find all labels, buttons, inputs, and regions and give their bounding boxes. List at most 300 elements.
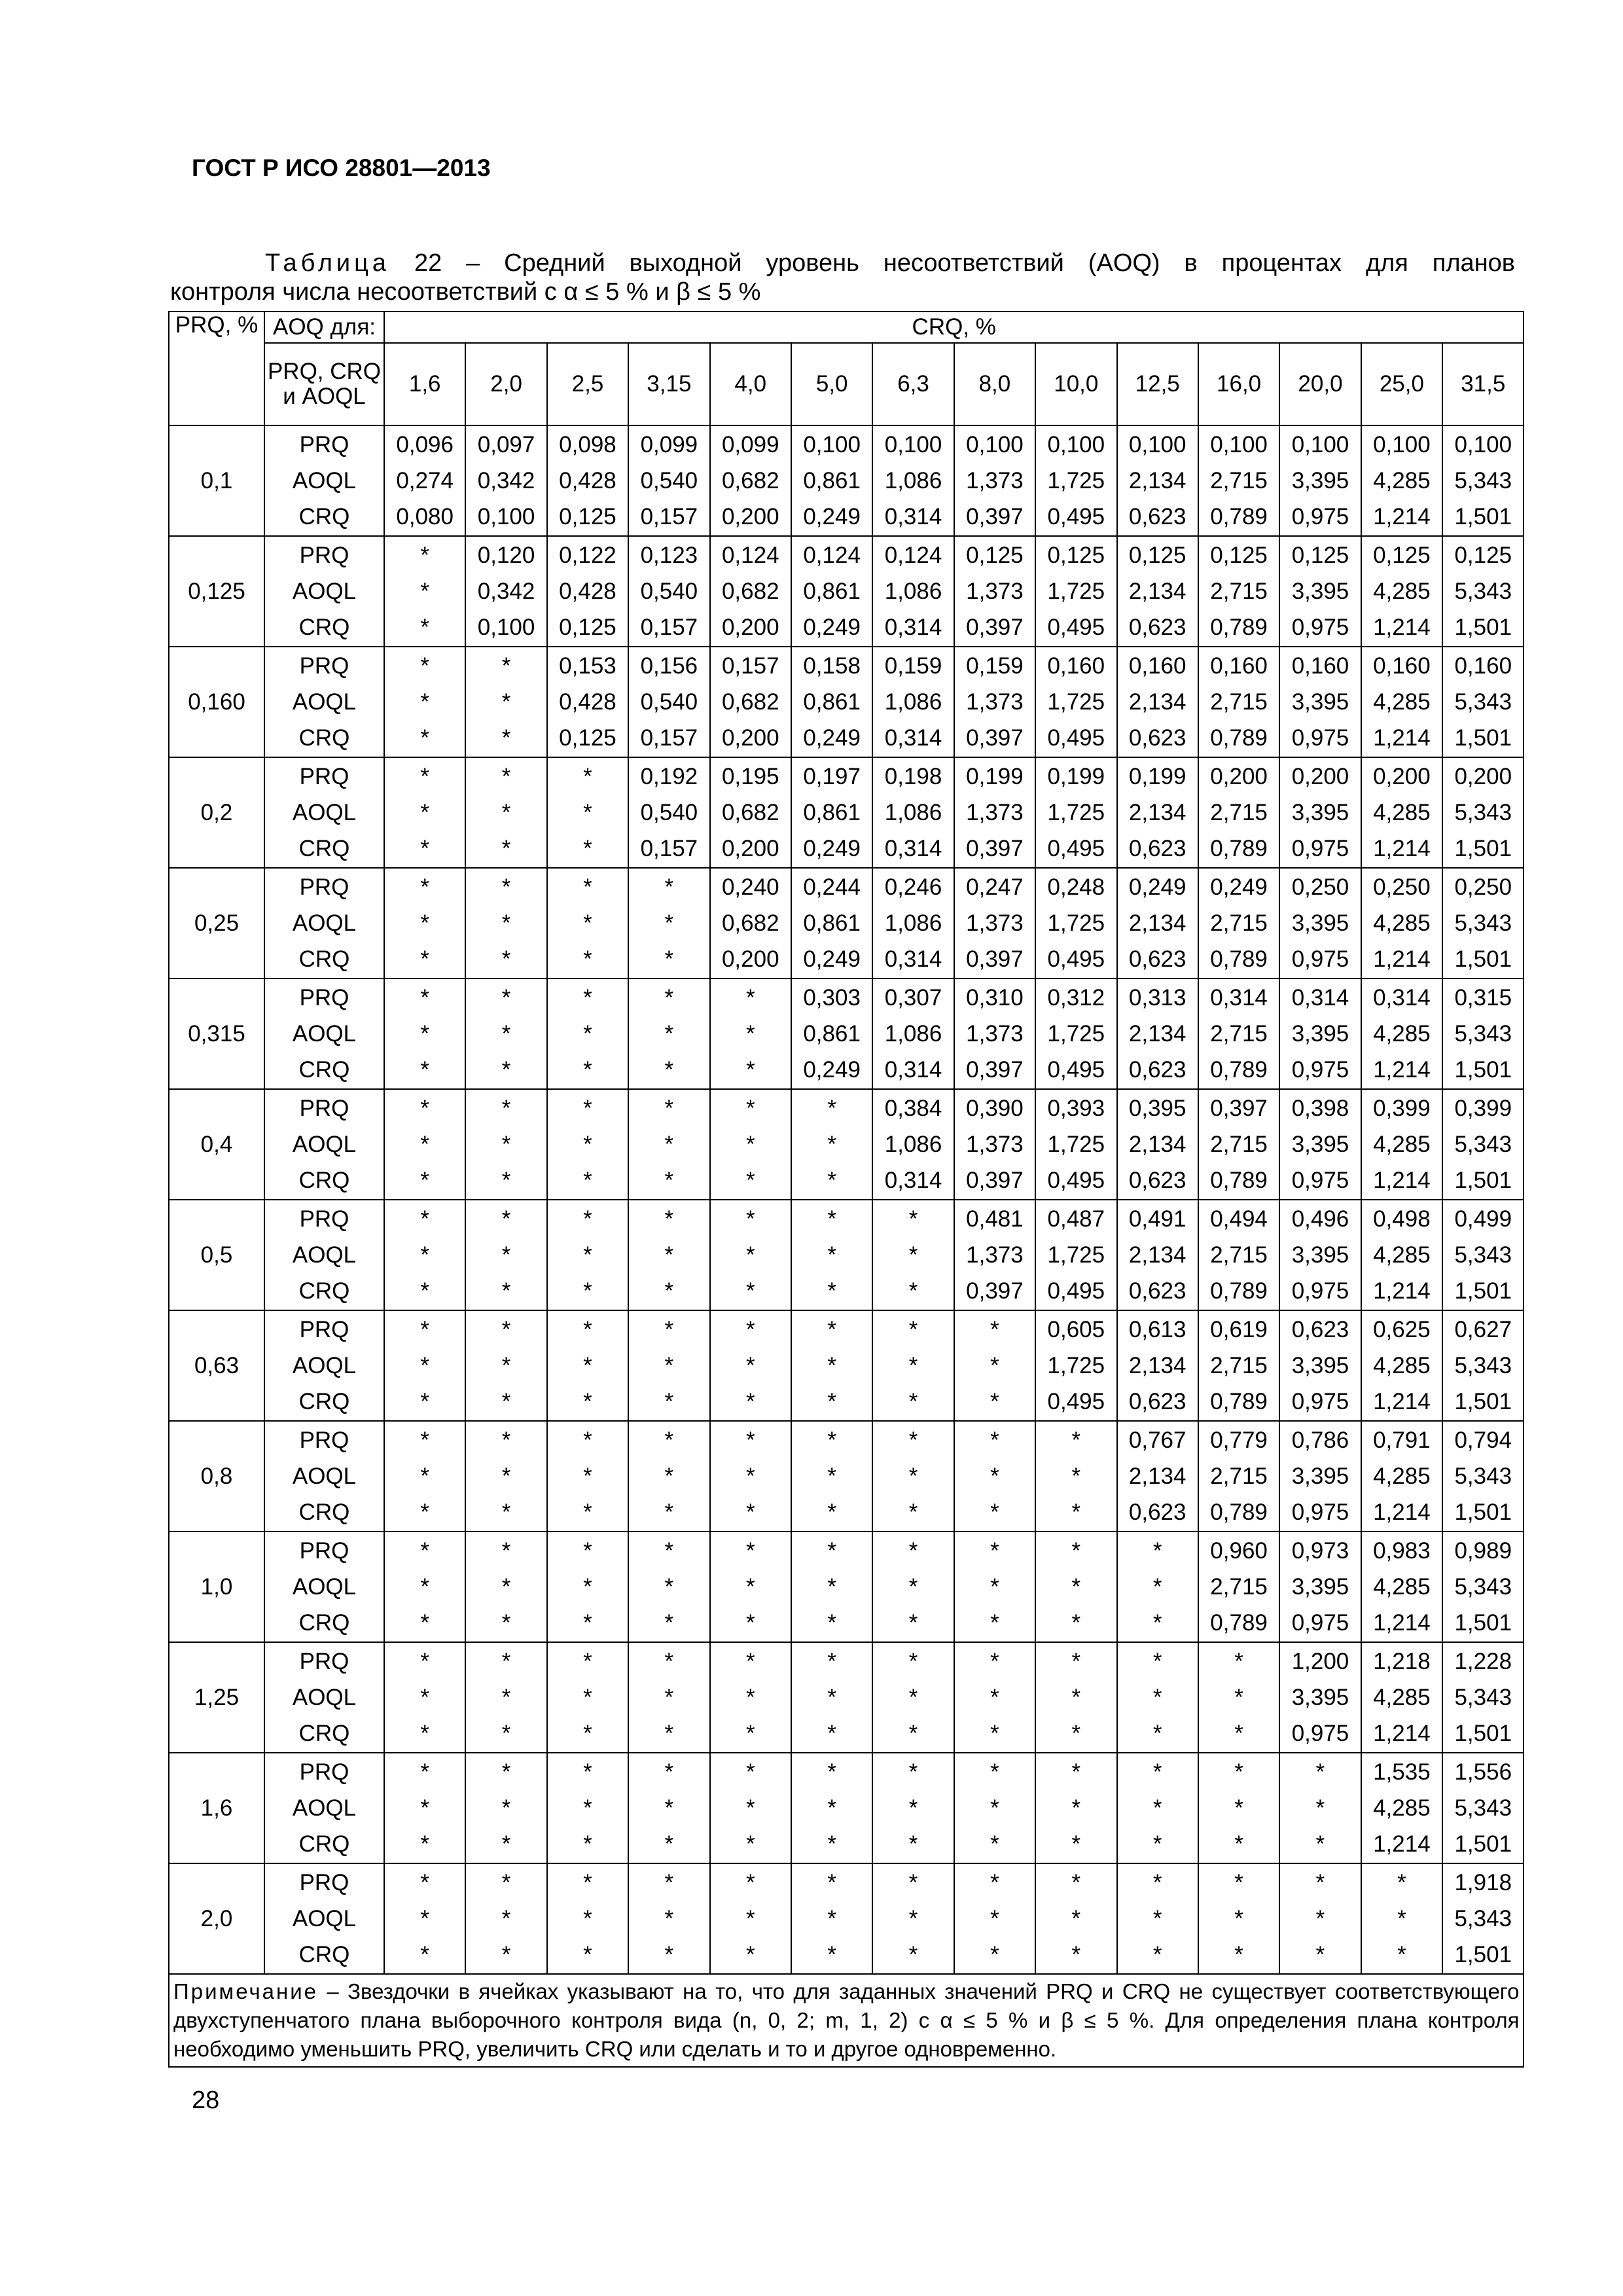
- table-value: *: [501, 836, 511, 861]
- table-value: 1,214: [1373, 946, 1431, 972]
- value-cell: [710, 1532, 791, 1642]
- table-value: 0,157: [640, 836, 698, 861]
- table-value: *: [1071, 1427, 1081, 1453]
- crq-header-2: 2,0: [465, 343, 546, 425]
- value-cell: [1198, 1642, 1279, 1753]
- table-value: 0,100: [477, 504, 535, 529]
- row-label: PRQ: [299, 1538, 349, 1564]
- table-value: *: [420, 985, 429, 1011]
- table-value: 0,623: [1291, 1317, 1349, 1342]
- table-value: *: [501, 1132, 511, 1157]
- value-cell: [1035, 1310, 1116, 1421]
- value-cell: [465, 1421, 546, 1532]
- table-value: *: [664, 1278, 674, 1304]
- table-value: 1,725: [1047, 468, 1105, 493]
- table-value: 1,214: [1373, 1721, 1431, 1746]
- table-value: 1,086: [884, 579, 942, 604]
- table-value: *: [664, 1759, 674, 1785]
- row-label: CRQ: [298, 1721, 350, 1746]
- table-value: *: [990, 1427, 999, 1453]
- table-value: *: [420, 1021, 429, 1047]
- table-value: 5,343: [1454, 1795, 1512, 1821]
- table-value: 0,623: [1128, 725, 1186, 751]
- table-value: 0,767: [1128, 1427, 1186, 1453]
- table-value: *: [1234, 1685, 1243, 1710]
- table-value: *: [745, 1278, 755, 1304]
- table-value: 3,395: [1291, 1685, 1349, 1710]
- value-cell: [384, 536, 465, 647]
- table-value: 0,125: [559, 504, 616, 529]
- table-value: 1,501: [1454, 504, 1512, 529]
- value-cell: [384, 1753, 465, 1863]
- row-label: PRQ: [299, 1759, 349, 1785]
- table-value: 0,789: [1210, 946, 1268, 972]
- value-cell: [1035, 1089, 1116, 1200]
- table-value: 0,682: [721, 689, 779, 715]
- table-value: *: [827, 1353, 836, 1378]
- table-value: *: [1071, 1759, 1081, 1785]
- table-value: 0,789: [1210, 836, 1268, 861]
- table-value: *: [664, 1574, 674, 1600]
- table-value: 1,214: [1373, 836, 1431, 861]
- prq-value: 1,6: [169, 1753, 264, 1863]
- table-value: *: [908, 1538, 918, 1564]
- table-value: 0,160: [1210, 653, 1268, 679]
- table-value: 1,214: [1373, 615, 1431, 640]
- value-cell: [1279, 1089, 1361, 1200]
- table-value: *: [420, 1278, 429, 1304]
- value-cell: [384, 1089, 465, 1200]
- value-cell: [1279, 1642, 1361, 1753]
- table-value: *: [908, 1870, 918, 1895]
- table-value: 1,214: [1373, 1831, 1431, 1857]
- table-value: *: [664, 1168, 674, 1193]
- table-value: *: [664, 1685, 674, 1710]
- prq-value: 0,1: [169, 425, 264, 536]
- value-cell: [628, 647, 709, 757]
- value-cell: [547, 757, 628, 868]
- table-value: 0,973: [1291, 1538, 1349, 1564]
- value-cell: [547, 647, 628, 757]
- table-value: *: [745, 1132, 755, 1157]
- table-value: 2,134: [1128, 1353, 1186, 1378]
- table-value: *: [420, 1353, 429, 1378]
- table-value: *: [908, 1795, 918, 1821]
- value-cell: [1035, 978, 1116, 1089]
- table-value: *: [420, 615, 429, 640]
- table-value: *: [990, 1574, 999, 1600]
- table-value: 1,373: [966, 1242, 1024, 1268]
- value-cell: [1442, 425, 1524, 536]
- table-value: 0,244: [803, 874, 861, 900]
- table-value: *: [1315, 1795, 1325, 1821]
- table-value: *: [1234, 1906, 1243, 1931]
- table-value: *: [583, 946, 592, 972]
- value-cell: [1198, 1089, 1279, 1200]
- table-value: 0,125: [1047, 543, 1105, 568]
- table-value: *: [583, 836, 592, 861]
- table-value: 0,623: [1128, 504, 1186, 529]
- table-value: *: [420, 1168, 429, 1193]
- row-labels: [264, 425, 384, 536]
- table-value: *: [420, 1538, 429, 1564]
- table-value: *: [664, 1206, 674, 1232]
- table-value: *: [420, 1870, 429, 1895]
- table-value: *: [1152, 1759, 1162, 1785]
- table-value: *: [908, 1463, 918, 1489]
- table-value: 4,285: [1373, 1242, 1431, 1268]
- table-value: 0,100: [884, 432, 942, 457]
- note-label: Примечание: [173, 1979, 319, 2003]
- table-value: 0,160: [1128, 653, 1186, 679]
- table-value: 0,313: [1128, 985, 1186, 1011]
- table-value: 0,390: [966, 1096, 1024, 1121]
- table-value: *: [501, 1427, 511, 1453]
- row-label: CRQ: [298, 836, 350, 861]
- row-label: CRQ: [298, 1831, 350, 1857]
- value-cell: [791, 757, 872, 868]
- value-cell: [465, 978, 546, 1089]
- table-value: 0,200: [1454, 764, 1512, 789]
- table-value: 0,125: [1291, 543, 1349, 568]
- table-value: *: [501, 764, 511, 789]
- table-value: 0,156: [640, 653, 698, 679]
- table-value: *: [664, 1538, 674, 1564]
- table-value: 1,501: [1454, 1057, 1512, 1083]
- crq-header-5: 4,0: [710, 343, 791, 425]
- table-value: *: [827, 1538, 836, 1564]
- table-value: *: [420, 874, 429, 900]
- table-value: *: [420, 1206, 429, 1232]
- value-cell: [1361, 1310, 1442, 1421]
- table-value: 0,314: [884, 1168, 942, 1193]
- table-value: 0,397: [966, 836, 1024, 861]
- table-value: *: [664, 1795, 674, 1821]
- table-value: 0,495: [1047, 504, 1105, 529]
- table-value: 5,343: [1454, 1021, 1512, 1047]
- table-value: 0,310: [966, 985, 1024, 1011]
- page-number: 28: [192, 2087, 220, 2114]
- value-cell: [384, 1532, 465, 1642]
- table-value: *: [908, 1278, 918, 1304]
- table-value: 0,100: [1047, 432, 1105, 457]
- table-value: *: [908, 1759, 918, 1785]
- value-cell: [1442, 978, 1524, 1089]
- table-value: 0,789: [1210, 1389, 1268, 1414]
- value-cell: [954, 425, 1035, 536]
- value-cell: [872, 1421, 954, 1532]
- table-value: *: [827, 1168, 836, 1193]
- table-value: *: [583, 1463, 592, 1489]
- table-value: 0,160: [1454, 653, 1512, 679]
- table-value: 0,397: [966, 725, 1024, 751]
- table-value: *: [420, 1057, 429, 1083]
- table-value: *: [583, 1942, 592, 1967]
- value-cell: [872, 868, 954, 978]
- table-value: *: [501, 1610, 511, 1636]
- table-value: 1,086: [884, 1132, 942, 1157]
- value-cell: [954, 1642, 1035, 1753]
- table-value: 3,395: [1291, 800, 1349, 825]
- table-value: *: [827, 1906, 836, 1931]
- row-label: CRQ: [298, 1278, 350, 1304]
- table-value: 1,086: [884, 689, 942, 715]
- value-cell: [1035, 1642, 1116, 1753]
- table-value: 2,134: [1128, 800, 1186, 825]
- value-cell: [710, 1642, 791, 1753]
- table-value: 0,097: [477, 432, 535, 457]
- table-value: 0,314: [884, 615, 942, 640]
- caption-line-1: [170, 249, 1515, 278]
- aoq-table: [168, 311, 1524, 2068]
- table-value: 3,395: [1291, 910, 1349, 936]
- table-value: 1,214: [1373, 725, 1431, 751]
- table-value: 0,249: [1210, 874, 1268, 900]
- table-value: 1,725: [1047, 1242, 1105, 1268]
- row-labels: [264, 536, 384, 647]
- table-value: *: [827, 1242, 836, 1268]
- table-value: 0,398: [1291, 1096, 1349, 1121]
- value-cell: [628, 536, 709, 647]
- value-cell: [710, 1310, 791, 1421]
- table-value: *: [664, 1870, 674, 1895]
- table-value: 0,399: [1454, 1096, 1512, 1121]
- table-value: 1,086: [884, 468, 942, 493]
- table-value: 0,124: [721, 543, 779, 568]
- value-cell: [1279, 1863, 1361, 1974]
- table-value: *: [908, 1610, 918, 1636]
- table-value: *: [990, 1649, 999, 1674]
- value-cell: [1279, 425, 1361, 536]
- table-value: *: [501, 1574, 511, 1600]
- row-label: AOQL: [292, 579, 357, 604]
- value-cell: [1442, 1863, 1524, 1974]
- value-cell: [547, 1200, 628, 1310]
- value-cell: [465, 1089, 546, 1200]
- table-value: 2,134: [1128, 1132, 1186, 1157]
- table-value: *: [501, 1242, 511, 1268]
- value-cell: [628, 868, 709, 978]
- table-body: [169, 425, 1524, 1974]
- value-cell: [1198, 1863, 1279, 1974]
- value-cell: [791, 1642, 872, 1753]
- table-value: 0,623: [1128, 615, 1186, 640]
- table-value: *: [745, 1168, 755, 1193]
- table-value: 0,125: [966, 543, 1024, 568]
- value-cell: [791, 1753, 872, 1863]
- table-value: *: [420, 1610, 429, 1636]
- value-cell: [710, 1200, 791, 1310]
- aoq-column-header: AOQ для:: [264, 312, 384, 343]
- table-value: 0,314: [1373, 985, 1431, 1011]
- table-value: 0,495: [1047, 1057, 1105, 1083]
- table-value: 0,125: [1373, 543, 1431, 568]
- value-cell: [465, 757, 546, 868]
- table-value: *: [1071, 1610, 1081, 1636]
- table-value: 1,373: [966, 579, 1024, 604]
- table-value: *: [745, 1906, 755, 1931]
- table-group-row: [169, 425, 1524, 536]
- value-cell: [710, 757, 791, 868]
- table-value: 0,491: [1128, 1206, 1186, 1232]
- value-cell: [628, 757, 709, 868]
- table-value: *: [1234, 1759, 1243, 1785]
- row-labels: [264, 1421, 384, 1532]
- table-value: *: [420, 1721, 429, 1746]
- value-cell: [791, 978, 872, 1089]
- prq-value: 0,63: [169, 1310, 264, 1421]
- table-value: 0,160: [1047, 653, 1105, 679]
- table-value: *: [583, 1132, 592, 1157]
- table-value: *: [990, 1685, 999, 1710]
- table-value: *: [583, 1168, 592, 1193]
- row-label: PRQ: [299, 1096, 349, 1121]
- value-cell: [465, 536, 546, 647]
- value-cell: [1361, 1753, 1442, 1863]
- table-value: 0,195: [721, 764, 779, 789]
- value-cell: [791, 1863, 872, 1974]
- table-value: 1,725: [1047, 1021, 1105, 1047]
- table-value: 0,200: [1210, 764, 1268, 789]
- table-value: 1,218: [1373, 1649, 1431, 1674]
- value-cell: [872, 757, 954, 868]
- value-cell: [1442, 647, 1524, 757]
- table-value: 1,725: [1047, 1353, 1105, 1378]
- value-cell: [791, 1532, 872, 1642]
- row-label: PRQ: [299, 653, 349, 679]
- table-value: 4,285: [1373, 1021, 1431, 1047]
- table-value: 0,100: [966, 432, 1024, 457]
- table-value: *: [583, 1574, 592, 1600]
- table-value: 1,373: [966, 689, 1024, 715]
- row-labels: [264, 647, 384, 757]
- table-value: 0,499: [1454, 1206, 1512, 1232]
- table-value: 0,613: [1128, 1317, 1186, 1342]
- table-value: 0,623: [1128, 1389, 1186, 1414]
- table-value: 0,540: [640, 689, 698, 715]
- table-value: *: [664, 1353, 674, 1378]
- table-value: *: [583, 1242, 592, 1268]
- table-value: *: [501, 1168, 511, 1193]
- table-value: 0,159: [966, 653, 1024, 679]
- table-value: 5,343: [1454, 1685, 1512, 1710]
- table-value: 5,343: [1454, 1463, 1512, 1489]
- value-cell: [465, 1753, 546, 1863]
- prq-value: 0,125: [169, 536, 264, 647]
- crq-header-14: 31,5: [1442, 343, 1524, 425]
- table-value: *: [1152, 1870, 1162, 1895]
- table-value: *: [420, 1795, 429, 1821]
- value-cell: [547, 425, 628, 536]
- table-value: 0,395: [1128, 1096, 1186, 1121]
- table-value: 0,314: [884, 504, 942, 529]
- table-value: *: [420, 1831, 429, 1857]
- value-cell: [1117, 1863, 1198, 1974]
- value-cell: [465, 1532, 546, 1642]
- value-cell: [1198, 647, 1279, 757]
- table-value: 3,395: [1291, 1132, 1349, 1157]
- value-cell: [1279, 1753, 1361, 1863]
- value-cell: [872, 536, 954, 647]
- prq-column-header: PRQ, %: [169, 312, 264, 425]
- table-value: 2,715: [1210, 910, 1268, 936]
- table-value: *: [1071, 1721, 1081, 1746]
- table-value: *: [664, 985, 674, 1011]
- table-value: 0,975: [1291, 1168, 1349, 1193]
- table-value: 4,285: [1373, 1353, 1431, 1378]
- table-value: 0,789: [1210, 1057, 1268, 1083]
- table-value: 1,725: [1047, 910, 1105, 936]
- value-cell: [710, 647, 791, 757]
- value-cell: [384, 425, 465, 536]
- value-cell: [384, 647, 465, 757]
- value-cell: [954, 868, 1035, 978]
- table-value: 4,285: [1373, 1463, 1431, 1489]
- value-cell: [628, 1753, 709, 1863]
- table-value: *: [501, 689, 511, 715]
- crq-header-7: 6,3: [872, 343, 954, 425]
- table-value: *: [1071, 1870, 1081, 1895]
- value-cell: [628, 1089, 709, 1200]
- table-value: 0,397: [1210, 1096, 1268, 1121]
- table-value: *: [745, 985, 755, 1011]
- value-cell: [547, 868, 628, 978]
- table-value: 0,487: [1047, 1206, 1105, 1232]
- table-value: 2,134: [1128, 689, 1186, 715]
- table-value: *: [664, 1317, 674, 1342]
- value-cell: [954, 536, 1035, 647]
- table-value: *: [827, 1427, 836, 1453]
- table-value: 1,214: [1373, 1499, 1431, 1525]
- table-value: *: [745, 1721, 755, 1746]
- table-value: 0,498: [1373, 1206, 1431, 1232]
- table-value: 0,393: [1047, 1096, 1105, 1121]
- table-value: 1,501: [1454, 1168, 1512, 1193]
- prq-value: 0,5: [169, 1200, 264, 1310]
- value-cell: [547, 1753, 628, 1863]
- table-value: *: [1234, 1649, 1243, 1674]
- value-cell: [1198, 1753, 1279, 1863]
- table-value: *: [501, 1278, 511, 1304]
- value-cell: [1117, 536, 1198, 647]
- table-value: 3,395: [1291, 1021, 1349, 1047]
- table-value: 0,397: [966, 615, 1024, 640]
- value-cell: [1117, 425, 1198, 536]
- value-cell: [628, 425, 709, 536]
- table-value: 0,100: [803, 432, 861, 457]
- table-value: 4,285: [1373, 1132, 1431, 1157]
- table-value: 0,495: [1047, 1389, 1105, 1414]
- table-value: *: [420, 1463, 429, 1489]
- row-label: CRQ: [298, 1942, 350, 1967]
- table-value: *: [664, 1942, 674, 1967]
- table-value: 1,556: [1454, 1759, 1512, 1785]
- table-value: 0,428: [559, 689, 616, 715]
- row-label: PRQ: [299, 1649, 349, 1674]
- table-value: 0,397: [966, 1057, 1024, 1083]
- table-value: 1,501: [1454, 946, 1512, 972]
- value-cell: [384, 1310, 465, 1421]
- value-cell: [1198, 868, 1279, 978]
- value-cell: [872, 1532, 954, 1642]
- table-value: 2,715: [1210, 1463, 1268, 1489]
- table-value: 0,428: [559, 468, 616, 493]
- table-value: 5,343: [1454, 1574, 1512, 1600]
- value-cell: [791, 1421, 872, 1532]
- table-value: 0,861: [803, 579, 861, 604]
- table-value: 0,157: [640, 725, 698, 751]
- table-value: 0,123: [640, 543, 698, 568]
